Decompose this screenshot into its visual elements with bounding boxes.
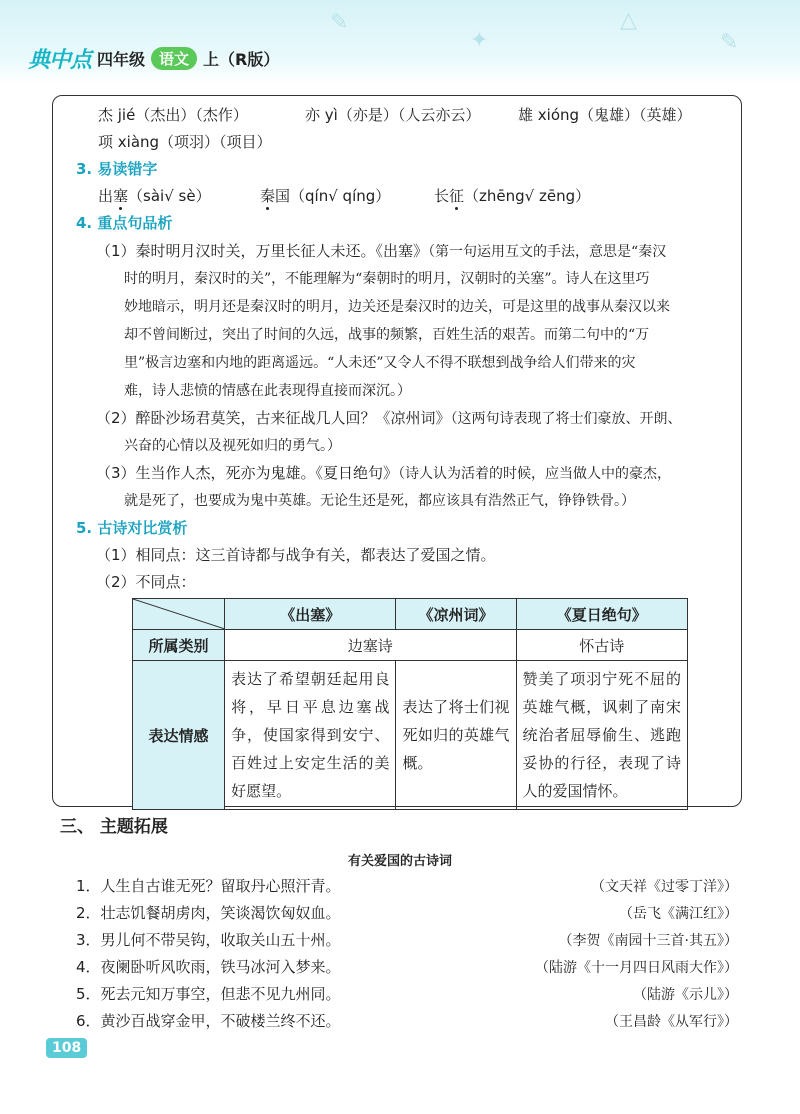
word-part: 出 <box>98 187 114 205</box>
table-header: 《出塞》 <box>225 599 396 630</box>
row-label: 所属类别 <box>133 630 225 661</box>
pinyin-options: （sài√ sè） <box>128 187 211 205</box>
table-cell: 表达了希望朝廷起用良将，早日平息边塞战争，使国家得到安宁、百姓过上安定生活的美好愿望。 <box>231 670 390 800</box>
diagonal-line <box>133 599 225 629</box>
item-number: （3） <box>96 464 136 482</box>
grade-label: 四年级 <box>97 49 146 69</box>
page-header <box>28 44 279 72</box>
poem-list-title: 有关爱国的古诗词 <box>347 854 452 869</box>
explanation-line: 却不曾间断过，突出了时间的久远，战事的频繁，百姓生活的艰苦。而第二句中的“万 <box>124 327 650 343</box>
item-number: （2） <box>96 409 136 427</box>
poem-source: （王昌龄《从军行》） <box>605 1014 738 1030</box>
sentence-explanation: （这两句诗表现了将士们豪放、开朗、 <box>450 411 682 427</box>
poem-line: 5．死去元知万事空，但悲不见九州同。 <box>76 985 341 1003</box>
poem-line: 6．黄沙百战穿金甲，不破楼兰终不还。 <box>76 1012 341 1030</box>
misread-item <box>260 185 390 206</box>
poem-line: 1．人生自古谁无死？留取丹心照汗青。 <box>76 877 341 895</box>
sentence-line <box>96 407 682 428</box>
pinyin-options: （zhēng√ zēng） <box>464 187 591 205</box>
decor-star-icon: ✦ <box>470 28 489 53</box>
poem-source: （陆游《十一月四日风雨大作》） <box>535 960 738 976</box>
sentence-line <box>96 240 666 261</box>
section-title: 4. 重点句品析 <box>76 214 173 232</box>
poem-source: （陆游《示儿》） <box>633 987 738 1003</box>
table-corner-cell <box>133 599 225 630</box>
decor-triangle-icon: △ <box>620 8 637 33</box>
dotted-char: 征 <box>449 187 465 205</box>
table-cell: 怀古诗 <box>516 630 687 661</box>
section-title: 3. 易读错字 <box>76 160 158 178</box>
sentence-quote: 醉卧沙场君莫笑，古来征战几人回？《凉州词》 <box>135 409 451 427</box>
sentence-explanation: （诗人认为活着的时候，应当做人中的豪杰， <box>398 466 672 482</box>
misread-item <box>434 185 590 206</box>
comparison-table <box>132 598 688 810</box>
dotted-char: 塞 <box>113 187 129 205</box>
similarity-text: （1）相同点：这三首诗都与战争有关，都表达了爱国之情。 <box>96 546 496 564</box>
pinyin-options: （qín√ qíng） <box>290 187 391 205</box>
explanation-line: 难，诗人悲愤的情感在此表现得直接而深沉。） <box>124 383 411 399</box>
poem-source: （文天祥《过零丁洋》） <box>591 879 738 895</box>
explanation-line: 时的明月，秦汉时的关”，不能理解为“秦朝时的明月，汉朝时的关塞”。诗人在这里巧 <box>124 271 650 287</box>
table-cell: 表达了将士们视死如归的英雄气概。 <box>402 698 510 772</box>
explanation-line: 里”极言边塞和内地的距离遥远。“人未还”又令人不得不联想到战争给人们带来的灾 <box>124 355 636 371</box>
char-item: 项 xiàng（项羽）（项目） <box>98 133 272 151</box>
char-item: 杰 jié（杰出）（杰作） <box>98 106 248 124</box>
poem-source: （李贺《南园十三首·其五》） <box>558 933 738 949</box>
table-cell-wrap <box>516 661 687 810</box>
sentence-explanation: （第一句运用互文的手法，意思是“秦汉 <box>428 244 667 260</box>
table-cell-wrap <box>225 661 396 810</box>
sentence-quote: 秦时明月汉时关，万里长征人未还。《出塞》 <box>135 242 429 260</box>
item-number: （1） <box>96 242 136 260</box>
part-heading: 三、 主题拓展 <box>60 817 168 837</box>
difference-label: （2）不同点： <box>96 573 196 591</box>
sentence-quote: 生当作人杰，死亦为鬼雄。《夏日绝句》 <box>135 464 399 482</box>
table-header: 《夏日绝句》 <box>516 599 687 630</box>
decor-pencil-icon: ✎ <box>720 30 739 55</box>
explanation-line: 就是死了，也要成为鬼中英雄。无论生还是死，都应该具有浩然正气，铮铮铁骨。） <box>124 493 635 509</box>
poem-line: 3．男儿何不带吴钩，收取关山五十州。 <box>76 931 341 949</box>
table-cell-wrap <box>396 661 516 810</box>
poem-source: （岳飞《满江红》） <box>619 906 738 922</box>
explanation-line: 妙地暗示，明月还是秦汉时的明月，边关还是秦汉时的边关，可是这里的战事从秦汉以来 <box>124 299 670 315</box>
brand-logo: 典中点 <box>28 47 92 73</box>
explanation-line: 兴奋的心情以及视死如归的勇气。） <box>124 438 341 454</box>
row-label: 表达情感 <box>133 661 225 810</box>
table-header: 《凉州词》 <box>396 599 516 630</box>
decor-pencil-icon: ✎ <box>330 10 349 35</box>
table-cell: 边塞诗 <box>225 630 516 661</box>
poem-line: 4．夜阑卧听风吹雨，铁马冰河入梦来。 <box>76 958 341 976</box>
edition-label: 上（R版） <box>203 49 280 69</box>
subject-badge: 语文 <box>151 47 197 70</box>
word-part: 长 <box>434 187 450 205</box>
table-cell: 赞美了项羽宁死不屈的英雄气概，讽刺了南宋统治者屈辱偷生、逃跑妥协的行径，表现了诗人的爱国情怀。 <box>522 670 681 800</box>
dotted-char: 秦 <box>260 187 276 205</box>
page-number: 108 <box>46 1038 87 1058</box>
word-part: 国 <box>275 187 291 205</box>
misread-item <box>98 185 211 206</box>
poem-line: 2．壮志饥餐胡虏肉，笑谈渴饮匈奴血。 <box>76 904 341 922</box>
sentence-line <box>96 462 671 483</box>
section-title: 5. 古诗对比赏析 <box>76 519 188 537</box>
char-item: 雄 xióng（鬼雄）（英雄） <box>518 106 692 124</box>
char-item: 亦 yì（亦是）（人云亦云） <box>305 106 481 124</box>
